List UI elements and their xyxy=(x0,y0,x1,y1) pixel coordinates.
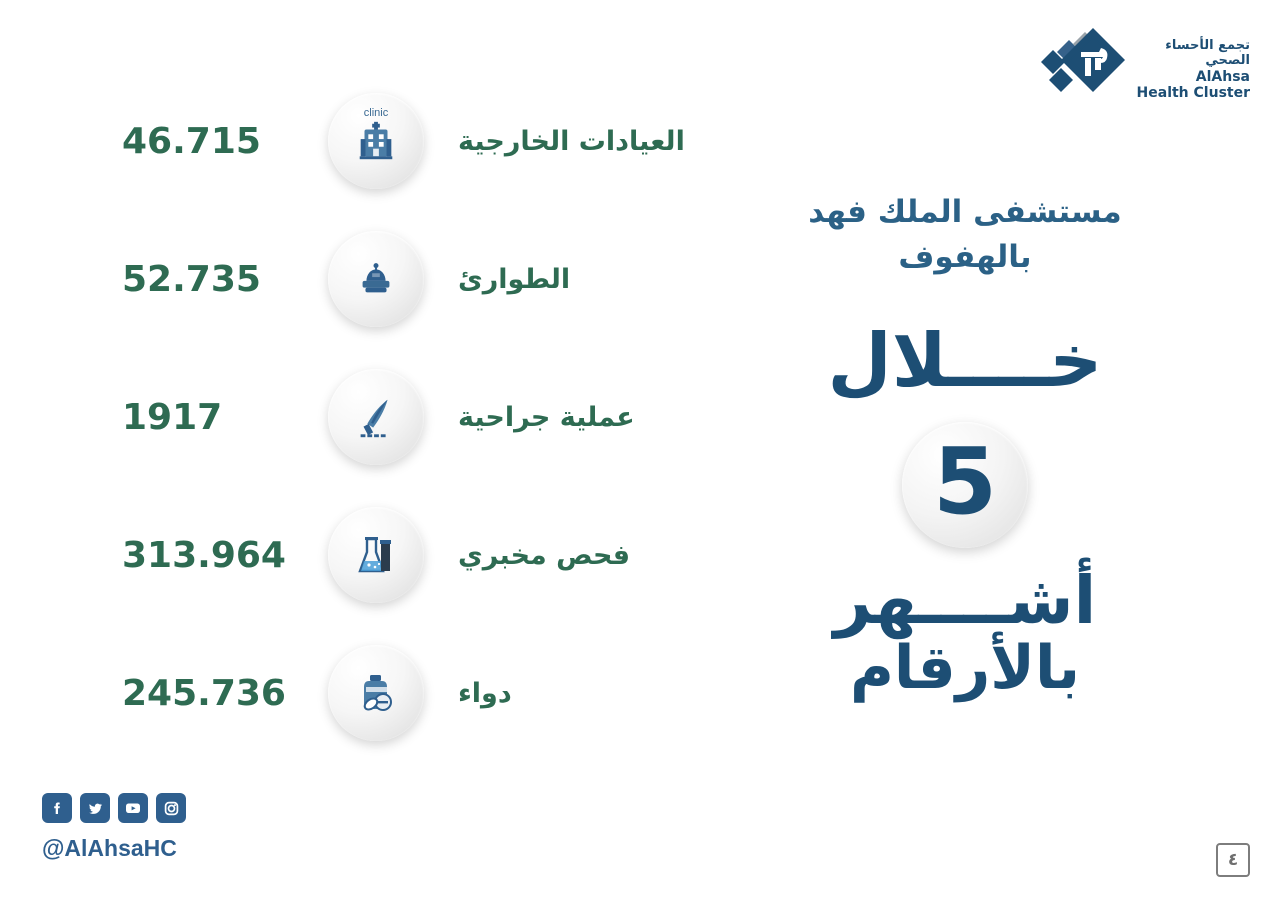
stat-row xyxy=(70,210,720,348)
social-block xyxy=(42,793,186,862)
social-icons xyxy=(42,793,186,823)
medicine-bottle-pills-icon xyxy=(328,645,424,741)
instagram-icon[interactable] xyxy=(156,793,186,823)
stat-value: 245.736 xyxy=(122,672,286,714)
months-word: أشــــهر xyxy=(833,561,1097,639)
facebook-icon[interactable] xyxy=(42,793,72,823)
logo-arabic-line1: تجمع الأحساء xyxy=(1165,38,1250,54)
stat-row xyxy=(70,348,720,486)
surgical-scalpel-icon xyxy=(328,369,424,465)
stat-label: الطوارئ xyxy=(458,263,571,295)
stat-row xyxy=(70,72,720,210)
brand-logo xyxy=(1031,22,1250,118)
logo-english-line2: Health Cluster xyxy=(1136,85,1250,102)
big-number-value: 5 xyxy=(933,427,998,535)
lab-flask-icon xyxy=(328,507,424,603)
in-numbers-word: بالأرقام xyxy=(849,632,1081,703)
stat-label: فحص مخبري xyxy=(458,539,631,571)
alahsa-health-cluster-logo-icon xyxy=(1031,22,1127,118)
clinic-icon-caption: clinic xyxy=(363,107,389,119)
stat-value: 52.735 xyxy=(122,258,261,300)
stat-label: العيادات الخارجية xyxy=(458,125,685,157)
stat-value: 46.715 xyxy=(122,120,261,162)
stat-row xyxy=(70,624,720,762)
page-number-badge: ٤ xyxy=(1216,843,1250,877)
emergency-siren-icon xyxy=(328,231,424,327)
big-number-circle xyxy=(902,422,1028,548)
stat-label: دواء xyxy=(458,677,512,709)
twitter-icon[interactable] xyxy=(80,793,110,823)
stat-label: عملية جراحية xyxy=(458,401,635,433)
statistics-list xyxy=(70,72,720,762)
big-number-wrapper xyxy=(750,422,1180,548)
stat-value: 1917 xyxy=(122,396,223,438)
stat-value: 313.964 xyxy=(122,534,286,576)
during-word: خــــلال xyxy=(827,317,1103,404)
logo-arabic-line2: الصحي xyxy=(1205,53,1250,69)
headline-block xyxy=(750,190,1180,703)
stat-row xyxy=(70,486,720,624)
youtube-icon[interactable] xyxy=(118,793,148,823)
hospital-name: مستشفى الملك فهد بالهفوف xyxy=(808,194,1122,275)
clinic-building-icon xyxy=(328,93,424,189)
social-handle: @AlAhsaHC xyxy=(42,835,177,861)
logo-english-line1: AlAhsa xyxy=(1195,68,1250,85)
logo-wordmark xyxy=(1137,38,1250,102)
